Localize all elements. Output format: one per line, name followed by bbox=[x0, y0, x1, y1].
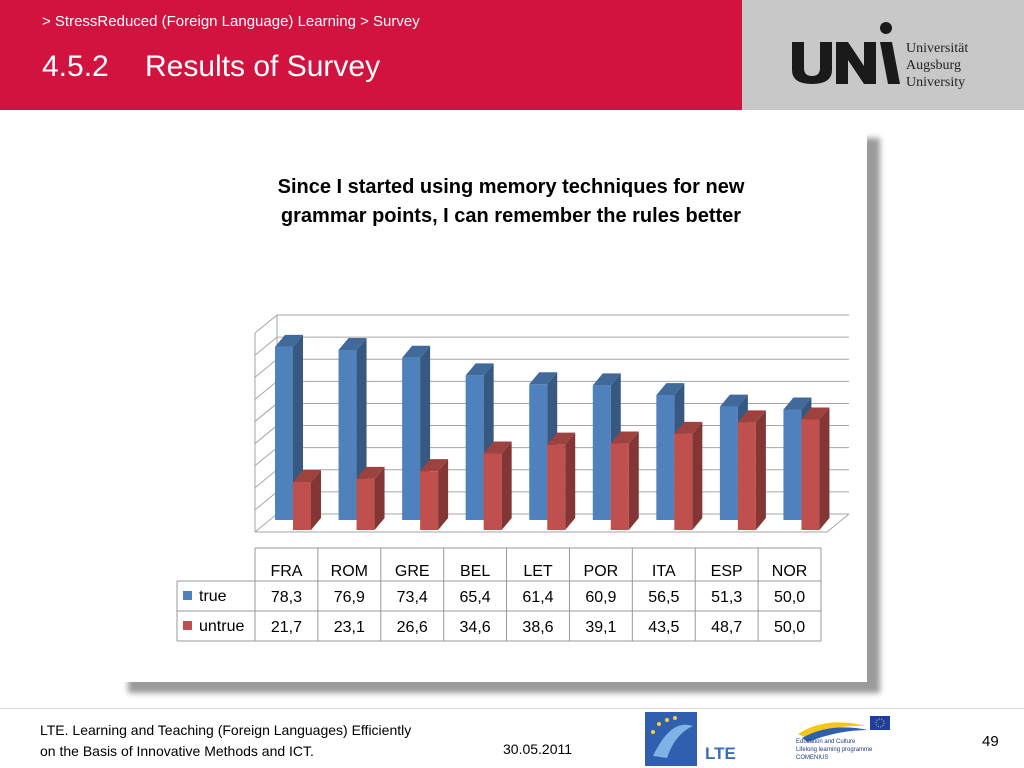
footer-line-2: on the Basis of Innovative Methods and ICT. bbox=[40, 743, 314, 759]
chart-bars bbox=[275, 335, 829, 530]
footer-date: 30.05.2011 bbox=[503, 741, 573, 757]
bar-front bbox=[275, 347, 293, 520]
bar-side bbox=[502, 441, 512, 530]
category-label: BEL bbox=[459, 563, 491, 580]
legend-swatch-untrue bbox=[183, 621, 192, 630]
bar-front bbox=[611, 444, 629, 530]
data-label: 78,3 bbox=[270, 589, 303, 606]
data-label: 76,9 bbox=[333, 589, 365, 606]
uni-name-line: University bbox=[906, 75, 966, 90]
bar-front bbox=[357, 479, 375, 530]
comenius-text bbox=[796, 738, 872, 762]
data-label: 61,4 bbox=[522, 589, 554, 606]
gridline bbox=[255, 315, 277, 333]
gridline bbox=[255, 426, 277, 444]
bar-front bbox=[674, 434, 692, 530]
bar-front bbox=[466, 375, 484, 520]
bar-untrue-por bbox=[611, 432, 639, 530]
bar-untrue-fra bbox=[293, 470, 321, 530]
footer-divider bbox=[0, 708, 1024, 709]
data-label: 48,7 bbox=[711, 619, 743, 636]
category-label: NOR bbox=[771, 563, 808, 580]
bar-side bbox=[629, 432, 639, 530]
bar-untrue-let bbox=[547, 433, 575, 530]
gridline bbox=[255, 514, 277, 532]
floor-edge bbox=[827, 514, 849, 532]
comenius-line: Lifelong learning programme bbox=[796, 747, 873, 753]
comenius-line: COMENIUS bbox=[796, 755, 829, 761]
category-label: ESP bbox=[710, 563, 743, 580]
bar-front bbox=[402, 358, 420, 520]
data-label: 50,0 bbox=[773, 619, 806, 636]
data-label: 56,5 bbox=[648, 589, 680, 606]
bar-front bbox=[547, 445, 565, 530]
bar-untrue-esp bbox=[738, 410, 766, 530]
bar-front bbox=[484, 453, 502, 530]
breadcrumb[interactable]: > StressReduced (Foreign Language) Learning > Survey bbox=[42, 13, 420, 30]
footer-line-1: LTE. Learning and Teaching (Foreign Languages) Efficiently bbox=[40, 722, 412, 738]
uni-name-line: Universität bbox=[906, 41, 969, 56]
data-label: 38,6 bbox=[522, 619, 554, 636]
data-label: 23,1 bbox=[333, 619, 365, 636]
category-label: ITA bbox=[651, 563, 676, 580]
data-label: 51,3 bbox=[711, 589, 743, 606]
data-label: 39,1 bbox=[585, 619, 617, 636]
bar-side bbox=[565, 433, 575, 530]
bar-front bbox=[801, 419, 819, 530]
bar-front bbox=[783, 409, 801, 520]
footer-project bbox=[40, 720, 411, 762]
chart-title-line: Since I started using memory techniques for new bbox=[277, 176, 745, 198]
lte-label: LTE bbox=[705, 744, 736, 763]
bar-front bbox=[339, 350, 357, 520]
legend-label-untrue: untrue bbox=[199, 618, 245, 635]
section-title: Results of Survey bbox=[145, 50, 381, 83]
data-label: 21,7 bbox=[270, 619, 303, 636]
gridline bbox=[255, 381, 277, 399]
bar-side bbox=[692, 422, 702, 530]
legend-label-true: true bbox=[199, 588, 227, 605]
gridline bbox=[255, 492, 277, 510]
data-label: 73,4 bbox=[396, 589, 428, 606]
bar-untrue-rom bbox=[357, 467, 385, 530]
bar-untrue-ita bbox=[674, 422, 702, 530]
comenius-line: Education and Culture bbox=[796, 739, 856, 745]
gridline bbox=[255, 337, 277, 355]
category-label: ROM bbox=[330, 563, 368, 580]
bar-side bbox=[438, 459, 448, 530]
data-label: 50,0 bbox=[773, 589, 806, 606]
bar-front bbox=[738, 422, 756, 530]
legend-swatch-true bbox=[183, 591, 192, 600]
section-number: 4.5.2 bbox=[42, 50, 109, 83]
category-label: GRE bbox=[394, 563, 430, 580]
data-table bbox=[177, 548, 821, 641]
bar-front bbox=[720, 407, 738, 520]
gridline bbox=[255, 359, 277, 377]
bar-untrue-nor bbox=[801, 407, 829, 530]
category-label: FRA bbox=[270, 563, 303, 580]
data-label: 60,9 bbox=[585, 589, 617, 606]
chart-title-line: grammar points, I can remember the rules better bbox=[280, 205, 742, 227]
data-label: 43,5 bbox=[648, 619, 680, 636]
uni-name-line: Augsburg bbox=[906, 58, 961, 73]
bar-side bbox=[819, 407, 829, 530]
bar-front bbox=[593, 385, 611, 520]
data-label: 34,6 bbox=[459, 619, 491, 636]
page-number: 49 bbox=[982, 733, 999, 750]
bar-untrue-bel bbox=[484, 441, 512, 530]
bar-front bbox=[529, 384, 547, 520]
bar-front bbox=[656, 395, 674, 520]
bar-untrue-gre bbox=[420, 459, 448, 530]
data-label: 26,6 bbox=[396, 619, 428, 636]
bar-front bbox=[293, 482, 311, 530]
category-label: POR bbox=[583, 563, 619, 580]
bar-front bbox=[420, 471, 438, 530]
category-label: LET bbox=[523, 563, 553, 580]
bar-side bbox=[756, 410, 766, 530]
data-label: 65,4 bbox=[459, 589, 491, 606]
gridline bbox=[255, 448, 277, 466]
gridline bbox=[255, 403, 277, 421]
gridline bbox=[255, 470, 277, 488]
